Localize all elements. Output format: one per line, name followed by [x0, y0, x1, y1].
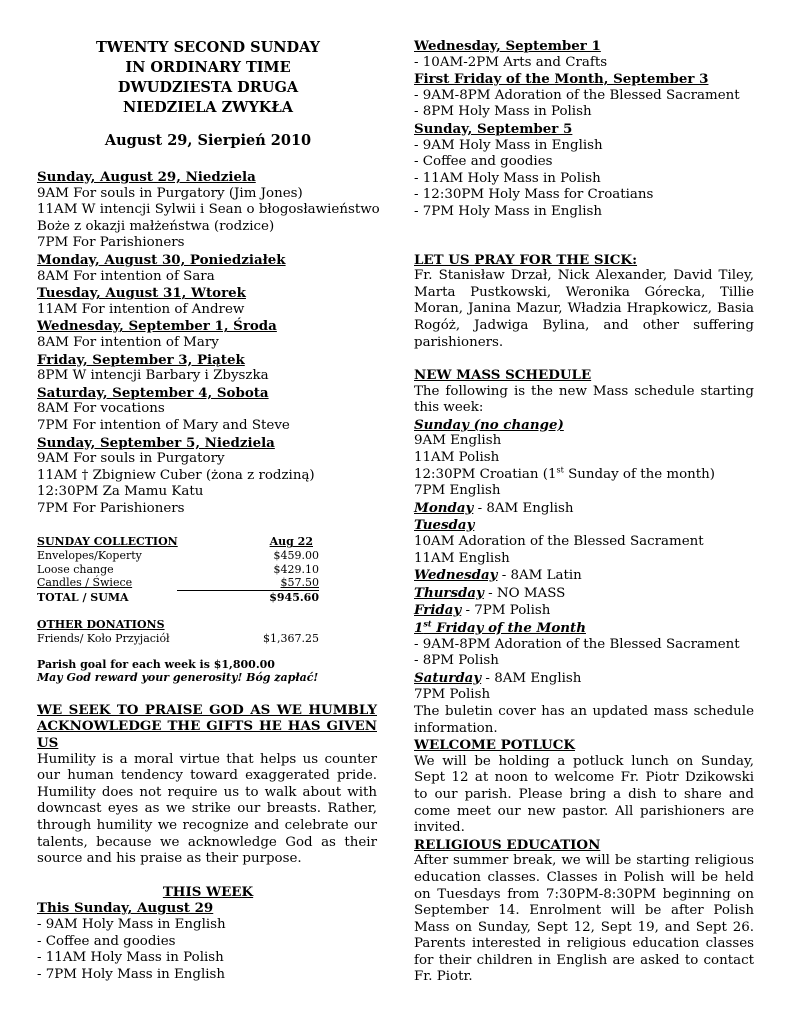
intention-day-heading: Saturday, September 4, Sobota [37, 384, 269, 401]
right-column [414, 38, 754, 986]
friday-line [414, 602, 754, 620]
collection-value: $429.10 [273, 562, 319, 576]
collection-row [37, 549, 319, 563]
title-line: NIEDZIELA ZWYKŁA [123, 99, 293, 116]
collection-total-row [37, 590, 319, 605]
intention-day-heading: Friday, September 3, Piątek [37, 351, 245, 368]
other-donations [37, 618, 319, 645]
intention-line: 7PM For Parishioners [37, 500, 185, 516]
event-line: - 11AM Holy Mass in Polish [414, 170, 601, 186]
mass-intentions [37, 169, 379, 517]
this-sunday-line: - Coffee and goodies [37, 933, 176, 949]
saturday-label: Saturday [414, 669, 482, 686]
collection-total-value: $945.60 [269, 590, 319, 604]
this-sunday-line: - 7PM Holy Mass in English [37, 966, 226, 982]
schedule-line: 7PM Polish [414, 687, 491, 703]
collection-header-row [37, 535, 319, 549]
first-friday-suffix: Friday of the Month [431, 620, 586, 636]
intention-day-heading: Monday, August 30, Poniedziałek [37, 251, 286, 268]
intention-day-heading: Sunday, August 29, Niedziela [37, 169, 256, 185]
donations-value: $1,367.25 [263, 632, 319, 646]
intention-line: 8AM For intention of Sara [37, 268, 215, 284]
saturday-line [414, 670, 754, 688]
monday-line [414, 500, 754, 518]
education-heading: RELIGIOUS EDUCATION [414, 836, 601, 853]
croatian-suffix: Sunday of the month) [563, 466, 715, 482]
praise-heading: WE SEEK TO PRAISE GOD AS WE HUMBLY ACKNOWLEDGE THE GIFTS HE HAS GIVEN US [37, 701, 377, 751]
schedule-line: - 9AM-8PM Adoration of the Blessed Sacrament [414, 636, 740, 652]
intention-line: 7PM For intention of Mary and Steve [37, 417, 290, 433]
event-line: - 10AM-2PM Arts and Crafts [414, 54, 608, 70]
intention-line: 9AM For souls in Purgatory [37, 451, 225, 467]
event-line: - 12:30PM Holy Mass for Croatians [414, 187, 654, 203]
first-friday-label [414, 620, 754, 637]
intention-line: 9AM For souls in Purgatory (Jim Jones) [37, 185, 303, 201]
collection-label: Candles / Świece [37, 576, 133, 590]
schedule-line: 9AM English [414, 433, 502, 449]
friday-text: - 7PM Polish [461, 603, 551, 619]
intention-line: Boże z okazji małżeństwa (rodzice) [37, 218, 275, 234]
event-line: - 9AM-8PM Adoration of the Blessed Sacrament [414, 87, 740, 103]
event-heading: Sunday, September 5 [414, 120, 573, 137]
sunday-label: Sunday (no change) [414, 416, 564, 433]
bulletin-title [37, 38, 379, 118]
mass-schedule-heading: NEW MASS SCHEDULE [414, 367, 592, 384]
donations-row [37, 632, 319, 646]
schedule-line: 11AM Polish [414, 450, 500, 466]
schedule-line: - 8PM Polish [414, 653, 499, 669]
potluck-heading: WELCOME POTLUCK [414, 737, 576, 754]
event-line: - 9AM Holy Mass in English [414, 137, 603, 153]
event-heading: First Friday of the Month, September 3 [414, 71, 709, 88]
intention-line: 11AM † Zbigniew Cuber (żona z rodziną) [37, 467, 315, 483]
schedule-line: 11AM English [414, 550, 510, 566]
first-friday-prefix: 1 [414, 620, 424, 636]
donations-heading: OTHER DONATIONS [37, 618, 165, 632]
schedule-line: 7PM English [414, 483, 501, 499]
intention-line: 8PM W intencji Barbary i Zbyszka [37, 368, 269, 384]
collection-total-label: TOTAL / SUMA [37, 590, 129, 604]
collection-value: $459.00 [273, 549, 319, 563]
first-friday-sup: st [423, 618, 432, 629]
saturday-text: - 8AM English [481, 670, 582, 686]
left-column [37, 38, 379, 983]
intention-line: 8AM For intention of Mary [37, 334, 219, 350]
intention-line: 8AM For vocations [37, 401, 165, 417]
thursday-line [414, 585, 754, 603]
collection-row [37, 563, 319, 577]
event-heading: Wednesday, September 1 [414, 38, 601, 54]
title-line: IN ORDINARY TIME [125, 59, 291, 76]
monday-text: - 8AM English [473, 500, 574, 516]
sick-text: Fr. Stanisław Drzał, Nick Alexander, David Tiley, Marta Pustkowski, Weronika Górecka, Tillie Moran, Janina Mazur, Władzia Hrapkowicz, Basia Rogóż, Jadwiga Bylina, and other suffering parishioners. [414, 268, 754, 350]
sick-heading: LET US PRAY FOR THE SICK: [414, 251, 638, 268]
thursday-label: Thursday [414, 584, 484, 601]
collection-label: Loose change [37, 562, 114, 576]
thursday-text: - NO MASS [483, 585, 566, 601]
potluck-text: We will be holding a potluck lunch on Sunday, Sept 12 at noon to welcome Fr. Piotr Dzikowski to our parish. Please bring a dish to share and come meet our new pastor. All parishioners are invited. [414, 753, 754, 836]
collection-row [37, 576, 319, 590]
parish-goal: Parish goal for each week is $1,800.00 [37, 657, 275, 671]
intention-day-heading: Tuesday, August 31, Wtorek [37, 285, 246, 302]
intention-day-heading: Wednesday, September 1, Środa [37, 318, 277, 335]
event-line: - 7PM Holy Mass in English [414, 203, 603, 219]
education-text: After summer break, we will be starting religious education classes. Classes in Polish will be held on Tuesdays from 7:30PM-8:30PM beginning on September 14. Enrolment will be after Polish Mass on Sunday, Sept 12, Sept 19, and Sept 26. Parents interested in religious education classes for their children in English are asked to contact Fr. Piotr. [414, 853, 754, 985]
mass-schedule-intro: The following is the new Mass schedule starting this week: [414, 383, 754, 416]
this-sunday-line: - 11AM Holy Mass in Polish [37, 950, 224, 966]
collection-heading: SUNDAY COLLECTION [37, 535, 178, 549]
croatian-prefix: 12:30PM Croatian (1 [414, 466, 557, 482]
intention-day-heading: Sunday, September 5, Niedziela [37, 434, 275, 451]
wednesday-line [414, 567, 754, 585]
title-line: TWENTY SECOND SUNDAY [96, 39, 320, 56]
tuesday-label: Tuesday [414, 517, 475, 534]
bulletin-cover-note: The buletin cover has an updated mass schedule information. [414, 703, 754, 736]
sunday-collection [37, 535, 319, 604]
intention-line: 11AM For intention of Andrew [37, 301, 245, 317]
collection-date: Aug 22 [269, 535, 313, 549]
schedule-line: 10AM Adoration of the Blessed Sacrament [414, 534, 704, 550]
collection-label: Envelopes/Koperty [37, 549, 142, 563]
wednesday-label: Wednesday [414, 567, 498, 584]
bulletin-date: August 29, Sierpień 2010 [104, 132, 312, 149]
croatian-mass-line [414, 467, 754, 484]
intention-line: 7PM For Parishioners [37, 235, 185, 251]
praise-text: Humility is a moral virtue that helps us counter our human tendency toward exaggerated pride. Humility does not require us to walk about with downcast eyes as we strike our breasts. Rather, through humility we recognize and celebrate our talents, because we acknowledge God as their source and his praise as their purpose. [37, 751, 377, 867]
reward-line: May God reward your generosity! Bóg zapłać! [37, 671, 319, 685]
collection-value: $57.50 [280, 576, 319, 590]
event-line: - Coffee and goodies [414, 154, 553, 170]
friday-label: Friday [414, 602, 462, 619]
donations-label: Friends/ Koło Przyjaciół [37, 632, 170, 646]
monday-label: Monday [414, 499, 474, 516]
intention-line: 11AM W intencji Sylwii i Sean o błogosławieństwo [37, 202, 380, 218]
this-sunday-line: - 9AM Holy Mass in English [37, 916, 226, 932]
wednesday-text: - 8AM Latin [497, 568, 582, 584]
this-sunday-heading: This Sunday, August 29 [37, 900, 214, 917]
croatian-sup: st [556, 465, 564, 475]
event-line: - 8PM Holy Mass in Polish [414, 104, 592, 120]
intention-line: 12:30PM Za Mamu Katu [37, 484, 204, 500]
this-week-heading: THIS WEEK [162, 883, 254, 900]
title-line: DWUDZIESTA DRUGA [117, 79, 299, 96]
